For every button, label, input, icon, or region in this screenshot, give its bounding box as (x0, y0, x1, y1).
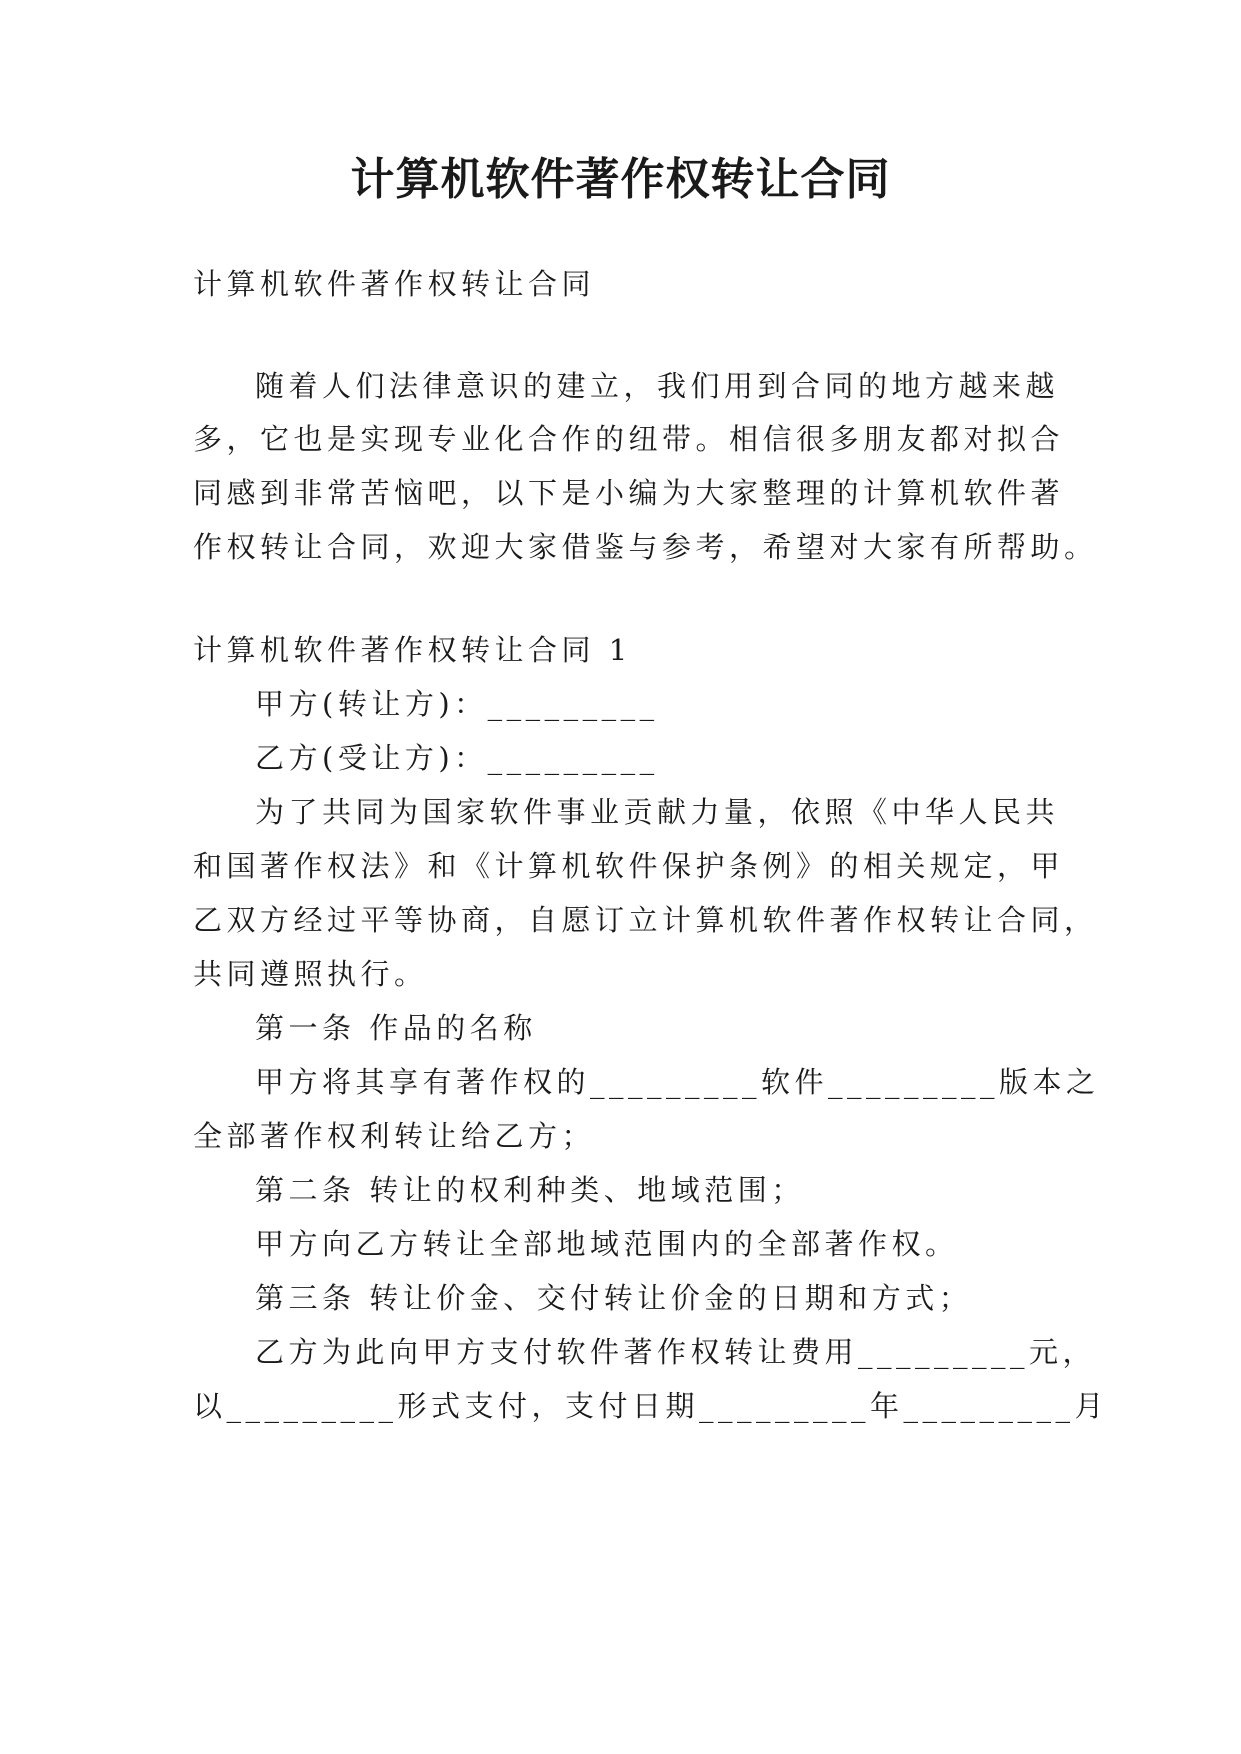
article-1-line: 甲方将其享有著作权的_________软件_________版本之 (255, 1065, 1100, 1099)
article-1-line: 全部著作权利转让给乙方； (193, 1119, 596, 1153)
party-a-line: 甲方(转让方)：_________ (255, 687, 659, 721)
article-3-line: 乙方为此向甲方支付软件著作权转让费用_________元， (255, 1335, 1097, 1369)
preamble-line: 为了共同为国家软件事业贡献力量，依照《中华人民共 (255, 795, 1060, 829)
article-3-line: 以_________形式支付，支付日期_________年_________月 (193, 1389, 1109, 1423)
article-3-title: 第三条 转让价金、交付转让价金的日期和方式； (255, 1281, 973, 1315)
intro-line: 随着人们法律意识的建立，我们用到合同的地方越来越 (255, 369, 1060, 403)
article-2-title: 第二条 转让的权利种类、地域范围； (255, 1173, 805, 1207)
article-1-title: 第一条 作品的名称 (255, 1011, 537, 1045)
article-2-text: 甲方向乙方转让全部地域范围内的全部著作权。 (255, 1227, 959, 1261)
contract-heading: 计算机软件著作权转让合同 1 (193, 633, 632, 667)
preamble-line: 乙双方经过平等协商，自愿订立计算机软件著作权转让合同， (193, 903, 1098, 937)
preamble-line: 共同遵照执行。 (193, 957, 428, 991)
intro-line: 多，它也是实现专业化合作的纽带。相信很多朋友都对拟合 (193, 422, 1065, 456)
party-b-line: 乙方(受让方)：_________ (255, 741, 659, 775)
intro-line: 作权转让合同，欢迎大家借鉴与参考，希望对大家有所帮助。 (193, 530, 1098, 564)
document-title: 计算机软件著作权转让合同 (350, 154, 891, 205)
document-subtitle: 计算机软件著作权转让合同 (193, 267, 596, 301)
intro-line: 同感到非常苦恼吧，以下是小编为大家整理的计算机软件著 (193, 476, 1065, 510)
preamble-line: 和国著作权法》和《计算机软件保护条例》的相关规定，甲 (193, 849, 1065, 883)
